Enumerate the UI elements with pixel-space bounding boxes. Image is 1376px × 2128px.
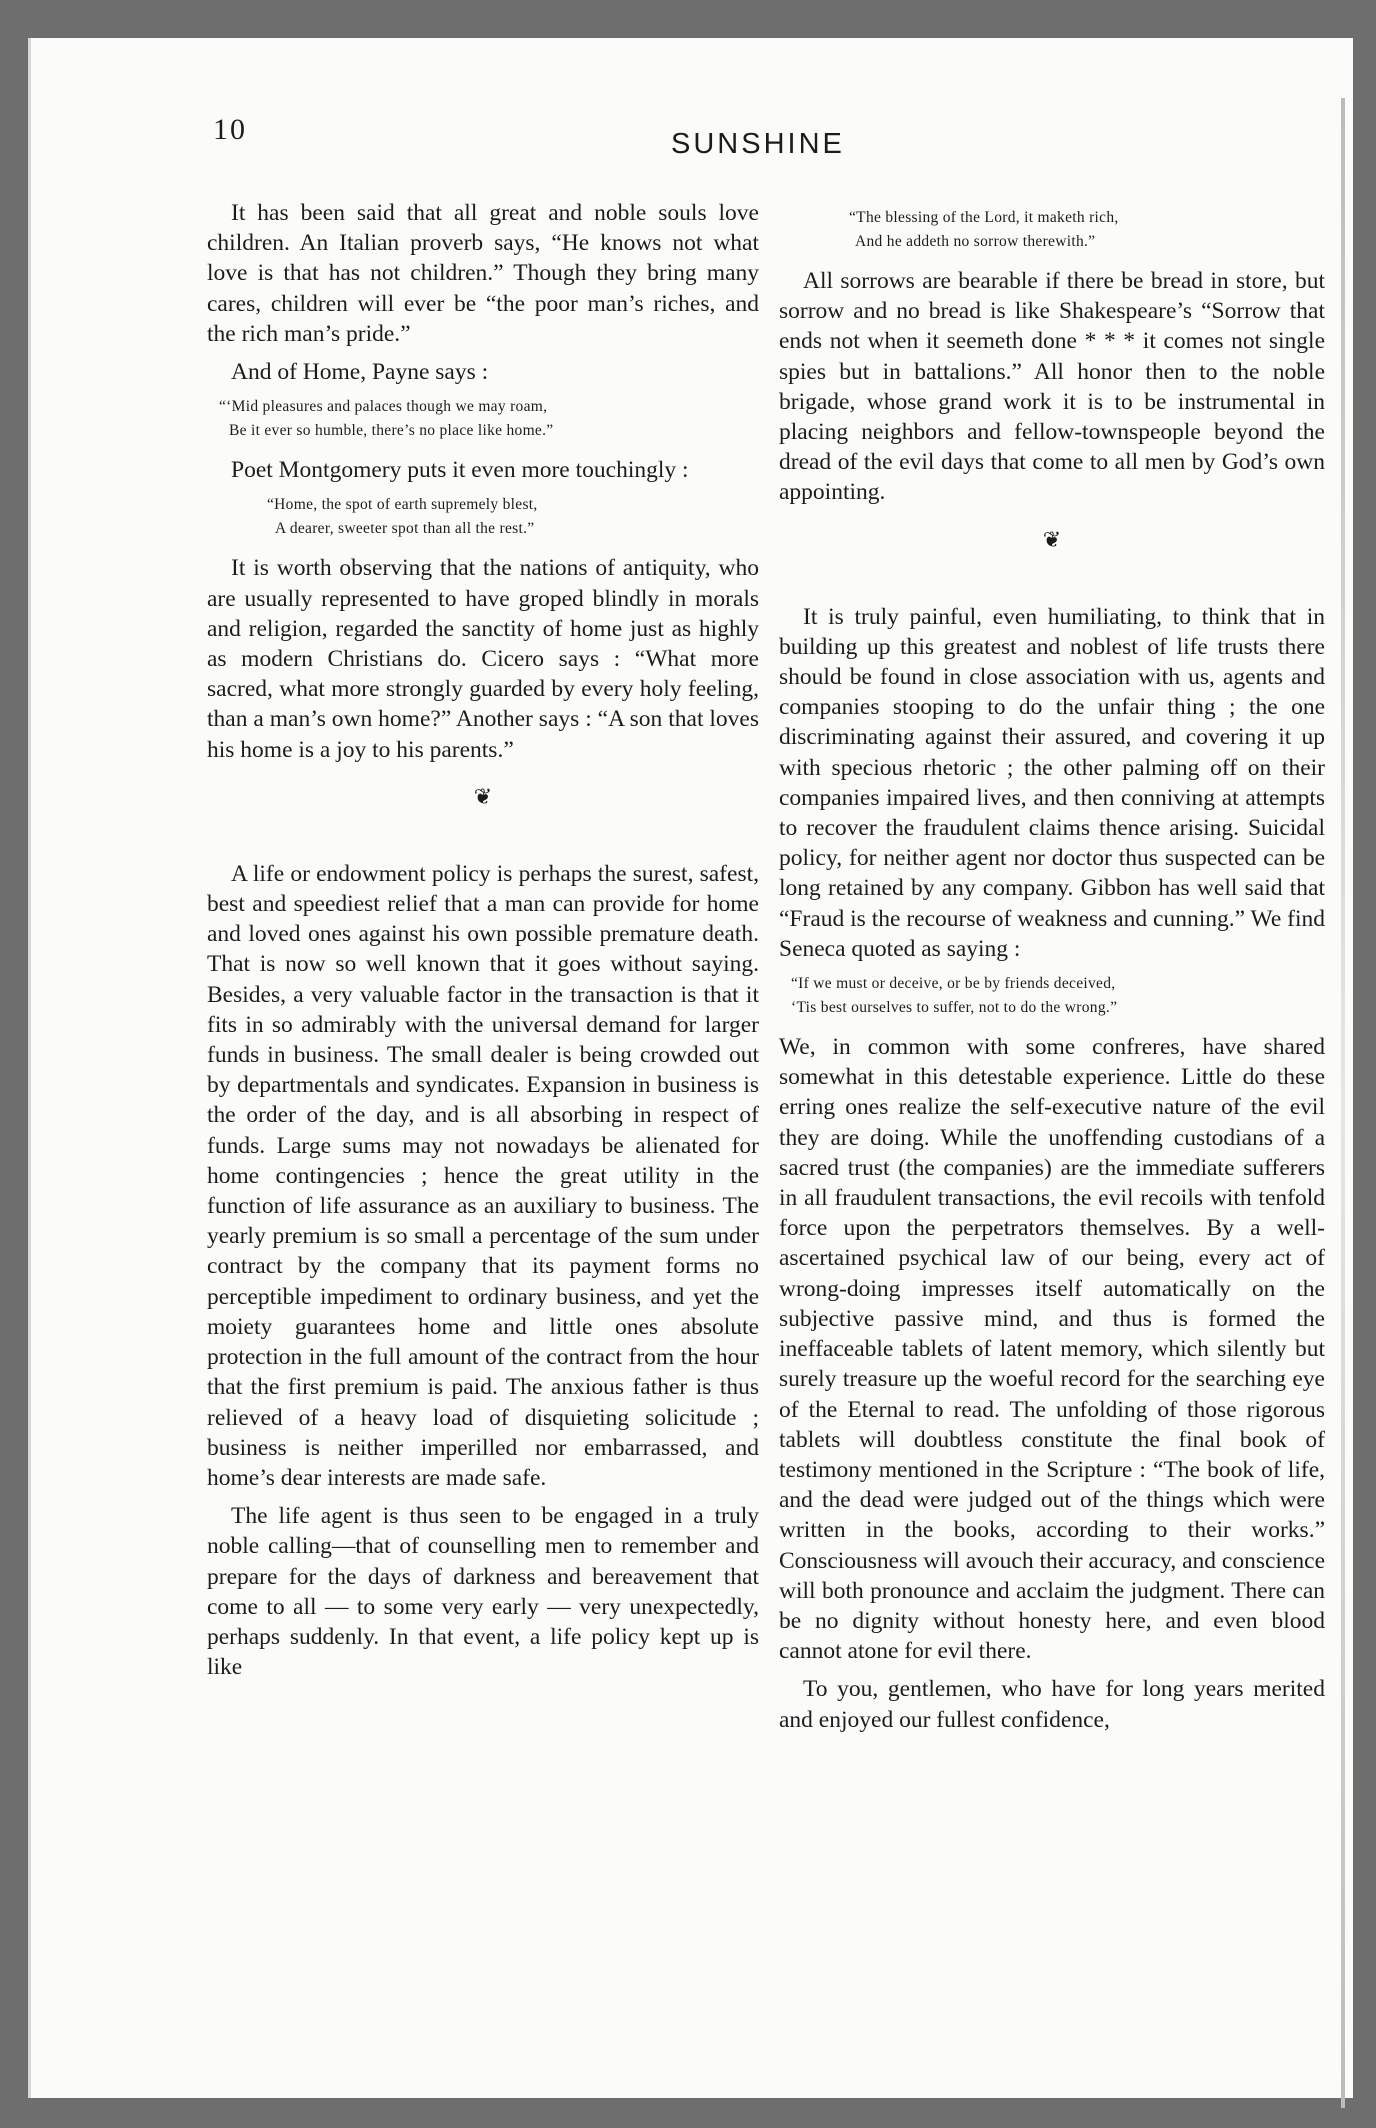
verse-line: Be it ever so humble, there’s no place like home.” <box>229 422 554 440</box>
running-head-title: SUNSHINE <box>671 128 845 160</box>
verse-line: “If we must or deceive, or be by friends deceived, <box>791 975 1116 993</box>
paragraph-payne-intro: And of Home, Payne says : <box>231 359 489 386</box>
section-ornament: ❦ <box>473 783 493 809</box>
paragraph-confreres: We, in common with some confreres, have shared somewhat in this detestable experience. Little do these erring ones realize the self-executive nature of the evil they are doing. While the unoffending custodians of a sacred trust (the companies) are the immediate sufferers in all fraudulent transactions, the evil recoils with tenfold force upon the perpetrators themselves. By a well-ascertained psychical law of our being, every act of wrong-doing impresses itself automatically on the subjective passive mind, and thus is formed the ineffaceable tablets of latent memory, which silently but surely treasure up the woeful record for the searching eye of the Eternal to read. The unfolding of those rigorous tablets will doubtless constitute the final book of testimony mentioned in the Scripture : “The book of life, and the dead were judged out of the things which were written in the books, according to their works.” Consciousness will avouch their accuracy, and conscience will both pronounce and acclaim the judgment. There can be no dignity without honesty here, and even blood cannot atone for evil there. <box>779 1034 1325 1665</box>
verse-montgomery <box>207 493 759 541</box>
paragraph-life-agent: The life agent is thus seen to be engaged in a truly noble calling—that of counselling men to remember and prepare for the days of darkness and bereavement that come to all — to some very early — very unexpectedly, perhaps suddenly. In that event, a life policy kept up is like <box>207 1503 759 1681</box>
verse-seneca <box>779 972 1325 1020</box>
right-column <box>779 198 1325 1743</box>
page-edge-shadow <box>1341 98 1345 2108</box>
verse-line: “‘Mid pleasures and palaces though we may roam, <box>219 398 548 416</box>
scanned-page <box>28 38 1353 2098</box>
verse-line: A dearer, sweeter spot than all the rest.” <box>275 520 535 538</box>
paragraph-life-policy: A life or endowment policy is perhaps the surest, safest, best and speediest relief that a man can provide for home and loved ones against his own possible premature death. That is now so well known that it goes without saying. Besides, a very valuable factor in the transaction is that it fits in so admirably with the universal demand for larger funds in business. The small dealer is being crowded out by departmentals and syndicates. Expansion in business is the order of the day, and is all absorbing in respect of funds. Large sums may not nowadays be alienated for home contingencies ; hence the great utility in the function of life assurance as an auxiliary to business. The yearly premium is so small a percentage of the sum under contract by the company that its payment forms no perceptible impediment to ordinary business, and yet the moiety guarantees home and little ones absolute protection in the full amount of the contract from the hour that the first premium is paid. The anxious father is thus relieved of a heavy load of disquieting solicitude ; business is neither imperilled nor embarrassed, and home’s dear interests are made safe. <box>207 860 759 1491</box>
left-column <box>207 198 759 1690</box>
verse-line: And he addeth no sorrow therewith.” <box>855 233 1096 250</box>
paragraph-antiquity: It is worth observing that the nations of antiquity, who are usually represented to have groped blindly in morals and religion, regarded the sanctity of home just as highly as modern Christians do. Cicero says : “What more sacred, what more strongly guarded by every holy feeling, than a man’s own home?” Another says : “A son that loves his home is a joy to his parents.” <box>207 555 759 763</box>
verse-line: ‘Tis best ourselves to suffer, not to do the wrong.” <box>791 999 1118 1017</box>
paragraph-gentlemen: To you, gentlemen, who have for long years merited and enjoyed our fullest confidence, <box>779 1676 1325 1733</box>
verse-home-sweet-home <box>207 395 759 443</box>
page-number: 10 <box>213 113 247 146</box>
verse-line: “Home, the spot of earth supremely blest, <box>267 496 538 514</box>
verse-blessing <box>779 206 1325 254</box>
section-ornament: ❦ <box>1042 526 1062 552</box>
paragraph-children: It has been said that all great and noble souls love children. An Italian proverb says, “He knows not what love is that has not children.” Though they bring many cares, children will ever be “the poor man’s riches, and the rich man’s pride.” <box>207 200 759 347</box>
paragraph-sorrows: All sorrows are bearable if there be bread in store, but sorrow and no bread is like Shakespeare’s “Sorrow that ends not when it seemeth done * * * it comes not single spies but in battalions.” All honor then to the noble brigade, whose grand work it is to be instrumental in placing neighbors and fellow-townspeople beyond the dread of the evil days that come to all men by God’s own appointing. <box>779 268 1325 506</box>
paragraph-fraud: It is truly painful, even humiliating, to think that in building up this greatest and noblest of life trusts there should be found in close association with us, agents and companies stooping to do the unfair thing ; the one discriminating against their assured, and covering it up with specious rhetoric ; the other palming off on their companies impaired lives, and then conniving at attempts to recover the fraudulent claims thence arising. Suicidal policy, for neither agent nor doctor thus suspected can be long retained by any company. Gibbon has well said that “Fraud is the recourse of weakness and cunning.” We find Seneca quoted as saying : <box>779 603 1325 962</box>
paragraph-montgomery-intro: Poet Montgomery puts it even more touchingly : <box>231 457 689 484</box>
verse-line: “The blessing of the Lord, it maketh rich, <box>849 209 1119 226</box>
